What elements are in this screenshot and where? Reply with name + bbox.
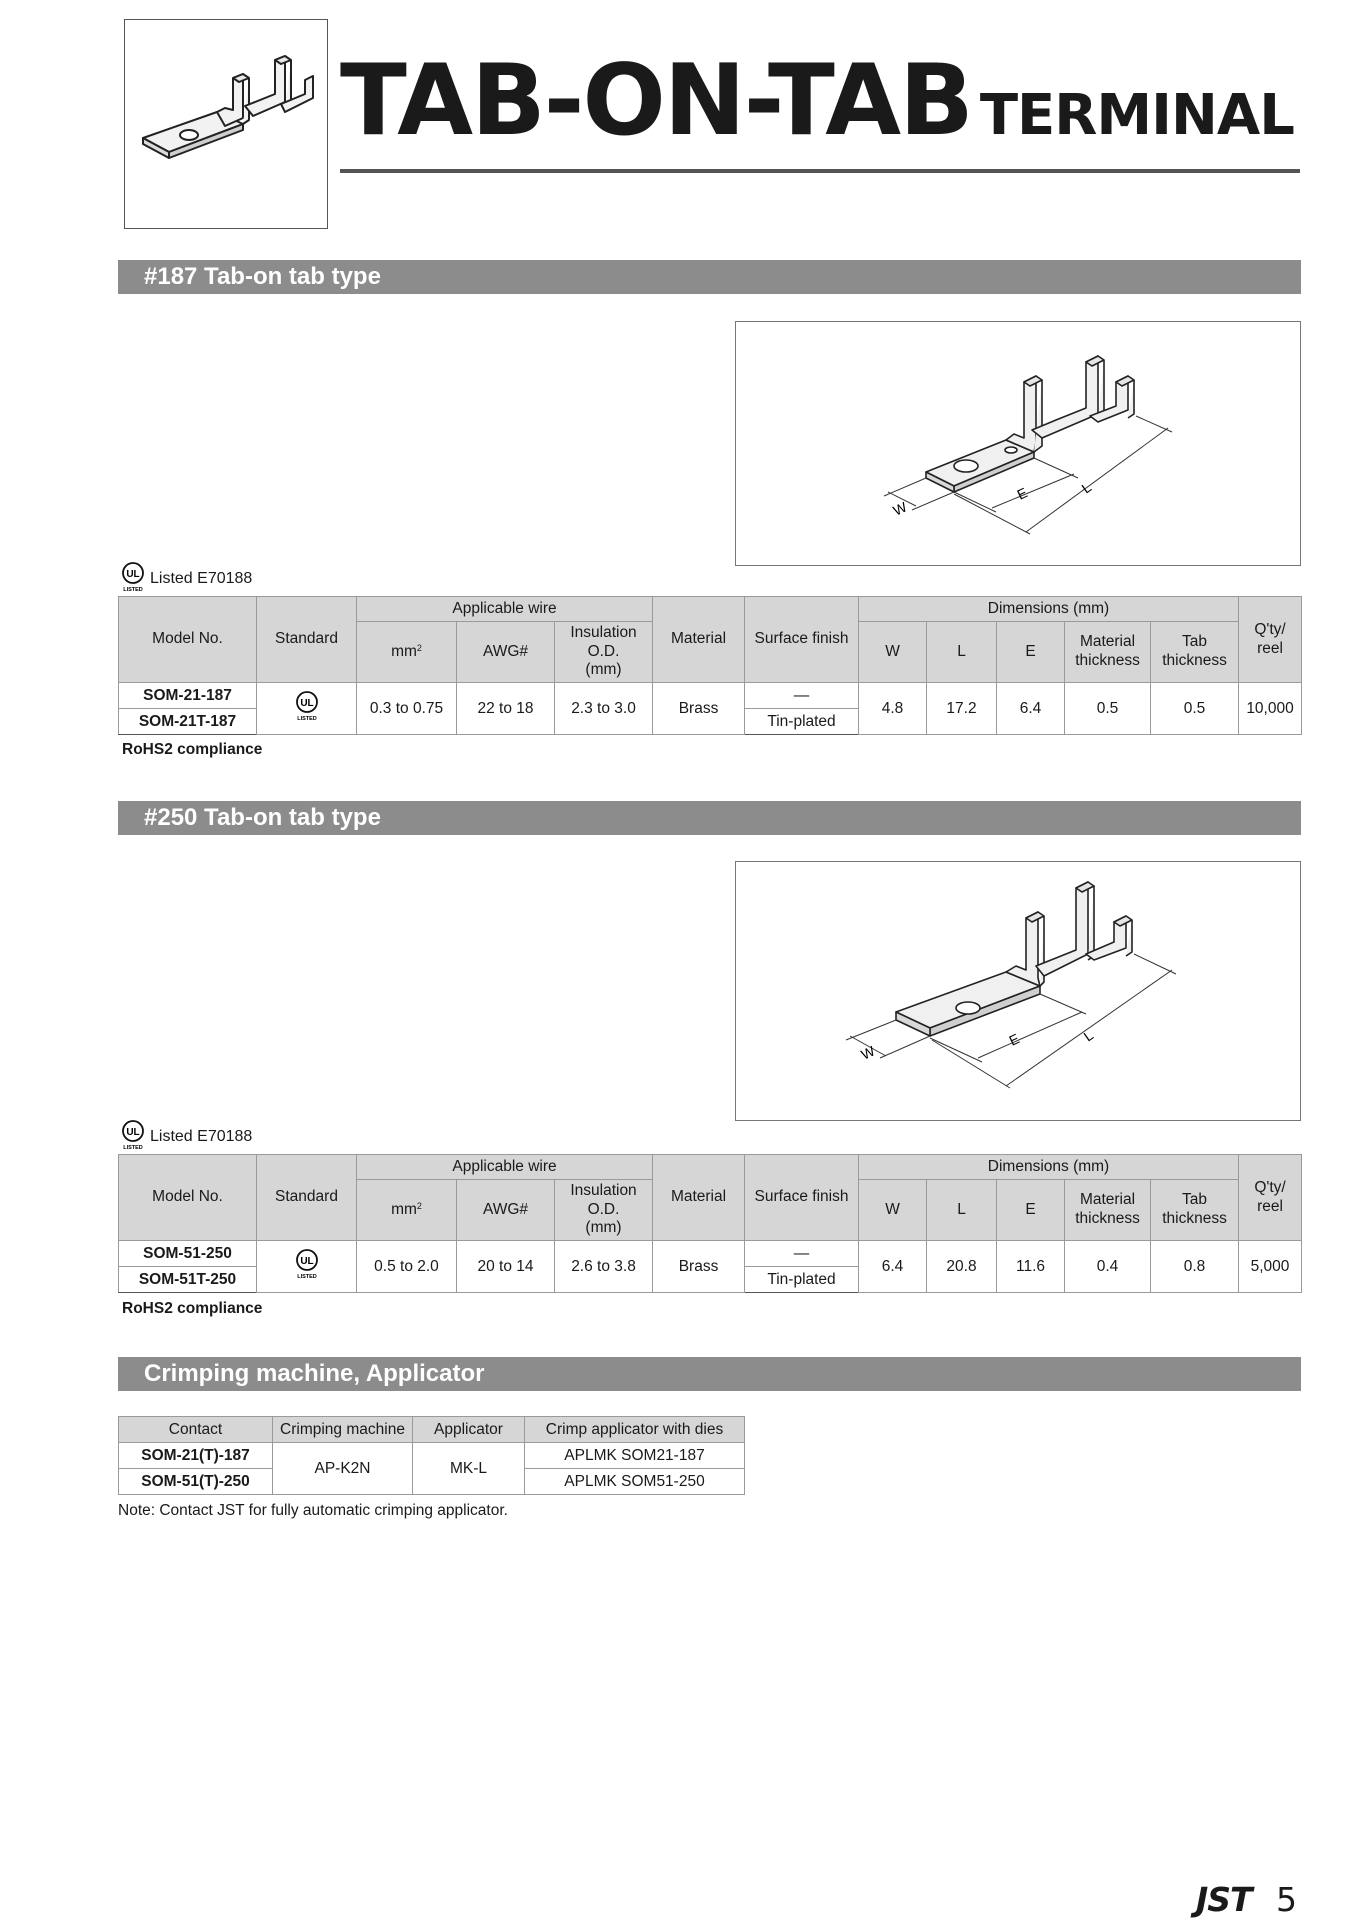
svg-text:LISTED: LISTED: [123, 1145, 143, 1150]
page-title-sub: TERMINAL: [979, 83, 1294, 148]
product-image-250: [735, 861, 1301, 1121]
l-cell: 17.2: [927, 683, 997, 735]
header-qty-reel: Q'ty/ reel: [1239, 1155, 1302, 1241]
dimension-label-w: W: [858, 1042, 878, 1063]
header-qty-reel: Q'ty/ reel: [1239, 597, 1302, 683]
header-insulation-od: Insulation O.D. (mm): [555, 1180, 653, 1241]
surface-finish-cell: Tin-plated: [745, 709, 859, 735]
ul-listed-icon: [294, 1249, 320, 1279]
terminal-illustration: [125, 20, 329, 230]
dimension-label-w: W: [890, 498, 910, 519]
w-cell: 6.4: [859, 1241, 927, 1293]
header-crimp-applicator-dies: Crimp applicator with dies: [525, 1417, 745, 1443]
model-no-cell: SOM-51T-250: [119, 1267, 257, 1293]
model-no-cell: SOM-21-187: [119, 683, 257, 709]
header-awg: AWG#: [457, 622, 555, 683]
mm2-cell: 0.3 to 0.75: [357, 683, 457, 735]
header-w: W: [859, 1180, 927, 1241]
e-cell: 11.6: [997, 1241, 1065, 1293]
terminal-250-dimension-drawing: [736, 862, 1302, 1122]
contact-cell: SOM-21(T)-187: [119, 1443, 273, 1469]
dies-cell: APLMK SOM51-250: [525, 1469, 745, 1495]
header-e: E: [997, 622, 1065, 683]
header-applicator: Applicator: [413, 1417, 525, 1443]
spec-table-250: [118, 1154, 1302, 1293]
crimping-machine-cell: AP-K2N: [273, 1443, 413, 1495]
header-applicable-wire: Applicable wire: [357, 1155, 653, 1180]
header-material: Material: [653, 1155, 745, 1241]
l-cell: 20.8: [927, 1241, 997, 1293]
title-underline: [340, 169, 1300, 173]
header-e: E: [997, 1180, 1065, 1241]
material-thickness-cell: 0.5: [1065, 683, 1151, 735]
dies-cell: APLMK SOM21-187: [525, 1443, 745, 1469]
ul-mark-caption: LISTED: [123, 587, 143, 592]
applicator-cell: MK-L: [413, 1443, 525, 1495]
page-title-main: TAB-ON-TAB: [340, 44, 972, 158]
model-no-cell: SOM-51-250: [119, 1241, 257, 1267]
dimension-label-l: L: [1080, 1026, 1097, 1045]
header-crimping-machine: Crimping machine: [273, 1417, 413, 1443]
dimension-label-e: E: [1006, 1030, 1022, 1049]
svg-text:UL: UL: [126, 1127, 140, 1138]
material-thickness-cell: 0.4: [1065, 1241, 1151, 1293]
header-terminal-image: [124, 19, 328, 229]
header-tab-thickness: Tab thickness: [1151, 1180, 1239, 1241]
svg-text:LISTED: LISTED: [296, 716, 317, 721]
surface-finish-cell: Tin-plated: [745, 1267, 859, 1293]
dimension-label-l: L: [1078, 478, 1095, 497]
mm2-cell: 0.5 to 2.0: [357, 1241, 457, 1293]
section-heading-250: #250 Tab-on tab type: [118, 801, 1301, 835]
terminal-187-dimension-drawing: [736, 322, 1302, 567]
standard-cell: [257, 1241, 357, 1293]
header-contact: Contact: [119, 1417, 273, 1443]
ul-mark-letters: UL: [126, 569, 140, 580]
qty-cell: 5,000: [1239, 1241, 1302, 1293]
svg-text:UL: UL: [299, 698, 314, 709]
svg-text:UL: UL: [299, 1256, 314, 1267]
header-applicable-wire: Applicable wire: [357, 597, 653, 622]
header-l: L: [927, 1180, 997, 1241]
header-mm2: $mm^2$: [357, 622, 457, 683]
insulation-cell: 2.6 to 3.8: [555, 1241, 653, 1293]
header-standard: Standard: [257, 597, 357, 683]
header-dimensions: Dimensions (mm): [859, 1155, 1239, 1180]
spec-table-187: [118, 596, 1302, 735]
header-model-no: Model No.: [119, 1155, 257, 1241]
ul-listing-text: Listed E70188: [150, 570, 253, 587]
header-surface-finish: Surface finish: [745, 597, 859, 683]
awg-cell: 20 to 14: [457, 1241, 555, 1293]
crimping-table: [118, 1416, 745, 1495]
header-mm2: $mm^2$: [357, 1180, 457, 1241]
tab-thickness-cell: 0.5: [1151, 683, 1239, 735]
tab-thickness-cell: 0.8: [1151, 1241, 1239, 1293]
header-w: W: [859, 622, 927, 683]
material-cell: Brass: [653, 683, 745, 735]
brand-logo: JST: [1196, 1880, 1252, 1919]
section-heading-crimping: Crimping machine, Applicator: [118, 1357, 1301, 1391]
header-surface-finish: Surface finish: [745, 1155, 859, 1241]
header-awg: AWG#: [457, 1180, 555, 1241]
standard-cell: [257, 683, 357, 735]
table-row: [119, 683, 1302, 709]
ul-listing-text: Listed E70188: [150, 1128, 253, 1145]
product-image-187: [735, 321, 1301, 566]
header-material-thickness: Material thickness: [1065, 1180, 1151, 1241]
ul-listed-icon: [120, 1120, 146, 1150]
qty-cell: 10,000: [1239, 683, 1302, 735]
table-row: [119, 1241, 1302, 1267]
header-model-no: Model No.: [119, 597, 257, 683]
dimension-label-e: E: [1014, 484, 1030, 503]
header-tab-thickness: Tab thickness: [1151, 622, 1239, 683]
insulation-cell: 2.3 to 3.0: [555, 683, 653, 735]
table-row: [119, 1443, 745, 1469]
crimping-note: Note: Contact JST for fully automatic crimping applicator.: [118, 1502, 508, 1519]
header-material-thickness: Material thickness: [1065, 622, 1151, 683]
rohs-note-187: RoHS2 compliance: [122, 741, 263, 758]
ul-listed-icon: [294, 691, 320, 721]
header-dimensions: Dimensions (mm): [859, 597, 1239, 622]
contact-cell: SOM-51(T)-250: [119, 1469, 273, 1495]
ul-listed-icon: [120, 562, 146, 592]
header-standard: Standard: [257, 1155, 357, 1241]
section-heading-187: #187 Tab-on tab type: [118, 260, 1301, 294]
model-no-cell: SOM-21T-187: [119, 709, 257, 735]
surface-finish-cell: —: [745, 1241, 859, 1267]
page-number: 5: [1276, 1880, 1297, 1919]
w-cell: 4.8: [859, 683, 927, 735]
page-title: [340, 44, 1294, 172]
svg-text:LISTED: LISTED: [296, 1274, 317, 1279]
header-insulation-od: Insulation O.D. (mm): [555, 622, 653, 683]
header-material: Material: [653, 597, 745, 683]
awg-cell: 22 to 18: [457, 683, 555, 735]
material-cell: Brass: [653, 1241, 745, 1293]
surface-finish-cell: —: [745, 683, 859, 709]
e-cell: 6.4: [997, 683, 1065, 735]
header-l: L: [927, 622, 997, 683]
rohs-note-250: RoHS2 compliance: [122, 1300, 263, 1317]
